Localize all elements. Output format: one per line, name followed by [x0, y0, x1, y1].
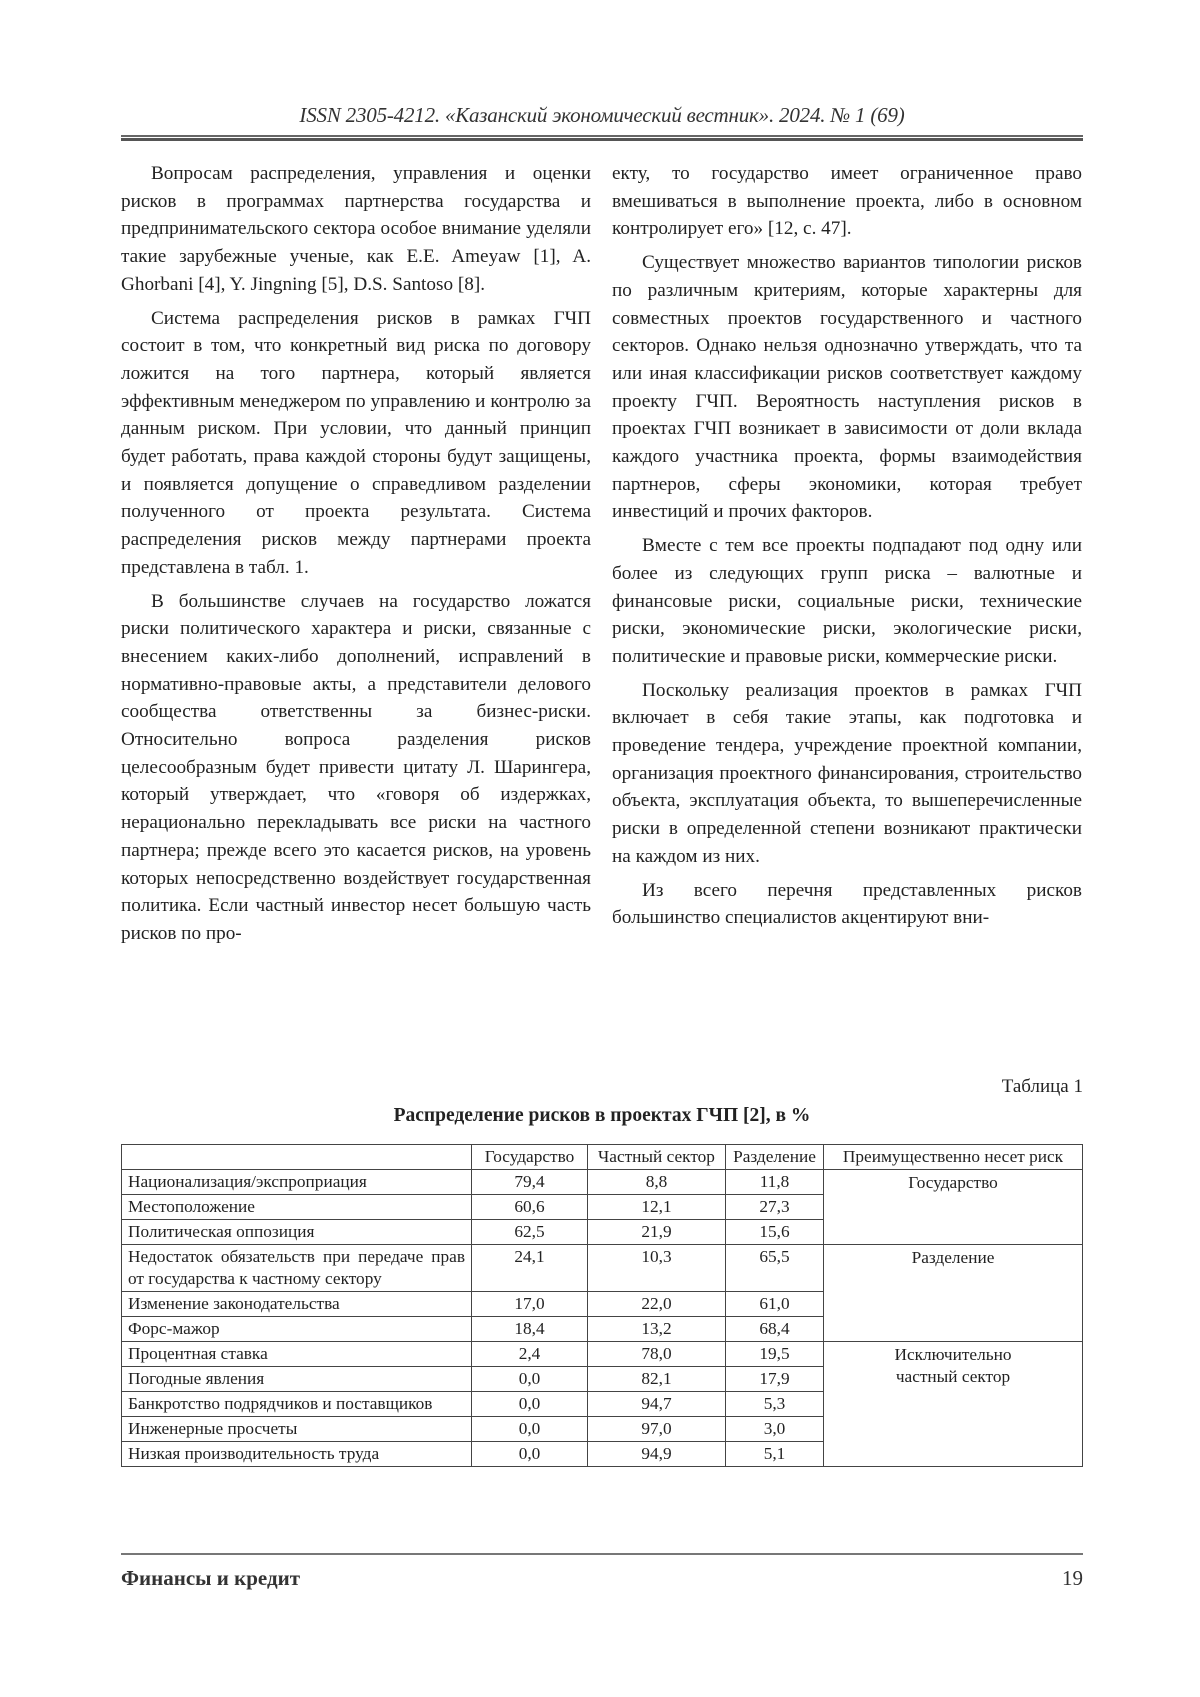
- shared-value: 3,0: [726, 1417, 824, 1442]
- header-cell-state: Государство: [472, 1145, 588, 1170]
- private-value: 82,1: [588, 1367, 726, 1392]
- left-column: [121, 160, 591, 954]
- risk-name: Банкротство подрядчиков и поставщиков: [122, 1392, 472, 1417]
- paragraph: Система распределения рисков в рамках ГЧП состоит в том, что конкретный вид риска по договору ложится на того партнера, который является эффективным менеджером по управлению и контролю за данным риском. При условии, что данный принцип будет работать, права каждой стороны будут защищены, и появляется допущение о справедливом разделении полученного от проекта результата. Система распределения рисков между партнерами проекта представлена в табл. 1.: [121, 307, 591, 578]
- header-cell-risk: [122, 1145, 472, 1170]
- state-value: 18,4: [472, 1317, 588, 1342]
- private-value: 8,8: [588, 1170, 726, 1195]
- table-label: Таблица 1: [1001, 1076, 1083, 1097]
- paragraph: Существует множество вариантов типологии рисков по различным критериям, которые характерны для совместных проектов государственного и частного секторов. Однако нельзя однозначно утверждать, что та или иная классификации рисков соответствует каждому проекту ГЧП. Вероятность наступления рисков в проектах ГЧП возникает в зависимости от доли вклада каждого участника проекта, формы взаимодействия партнеров, сферы экономики, которая требует инвестиций и прочих факторов.: [612, 252, 1082, 523]
- paragraph: Вместе с тем все проекты подпадают под одну или более из следующих групп риска – валютные и финансовые риски, социальные риски, технические риски, экономические риски, экологические риски, политические и правовые риски, коммерческие риски.: [612, 535, 1082, 667]
- state-value: 17,0: [472, 1292, 588, 1317]
- shared-value: 65,5: [726, 1245, 824, 1292]
- state-value: 0,0: [472, 1442, 588, 1467]
- risk-name: Местоположение: [122, 1195, 472, 1220]
- running-header: ISSN 2305-4212. «Казанский экономический вестник». 2024. № 1 (69): [299, 103, 905, 127]
- shared-value: 19,5: [726, 1342, 824, 1367]
- paragraph: Вопросам распределения, управления и оценки рисков в программах партнерства государства и предпринимательского сектора особое внимание уделяли такие зарубежные ученые, как E.E. Ameyaw [1], A. Ghorbani [4], Y. Jingning [5], D.S. Santoso [8].: [121, 163, 591, 295]
- table-row: [122, 1170, 1083, 1195]
- private-value: 22,0: [588, 1292, 726, 1317]
- risk-name: Процентная ставка: [122, 1342, 472, 1367]
- private-value: 97,0: [588, 1417, 726, 1442]
- private-value: 78,0: [588, 1342, 726, 1367]
- shared-value: 15,6: [726, 1220, 824, 1245]
- risk-owner: Разделение: [824, 1245, 1083, 1342]
- paragraph: Из всего перечня представленных рисков большинство специалистов акцентируют вни-: [612, 879, 1082, 929]
- private-value: 94,7: [588, 1392, 726, 1417]
- shared-value: 5,3: [726, 1392, 824, 1417]
- risk-name: Недостаток обязательств при передаче прав от государства к частному сектору: [122, 1245, 472, 1292]
- header-divider: [121, 135, 1083, 141]
- risk-name: Национализация/экспроприация: [122, 1170, 472, 1195]
- state-value: 62,5: [472, 1220, 588, 1245]
- shared-value: 17,9: [726, 1367, 824, 1392]
- header-cell-owner: Преимущественно несет риск: [824, 1145, 1083, 1170]
- risk-name: Политическая оппозиция: [122, 1220, 472, 1245]
- header-cell-shared: Разделение: [726, 1145, 824, 1170]
- risk-name: Форс-мажор: [122, 1317, 472, 1342]
- private-value: 13,2: [588, 1317, 726, 1342]
- private-value: 21,9: [588, 1220, 726, 1245]
- state-value: 0,0: [472, 1367, 588, 1392]
- risk-name: Инженерные просчеты: [122, 1417, 472, 1442]
- risk-name: Погодные явления: [122, 1367, 472, 1392]
- risk-name: Низкая производительность труда: [122, 1442, 472, 1467]
- shared-value: 27,3: [726, 1195, 824, 1220]
- state-value: 2,4: [472, 1342, 588, 1367]
- footer-divider: [121, 1553, 1083, 1555]
- paragraph-continued: екту, то государство имеет ограниченное право вмешиваться в выполнение проекта, либо в основном контролирует его» [12, с. 47].: [612, 163, 1082, 240]
- state-value: 24,1: [472, 1245, 588, 1292]
- table-row: [122, 1342, 1083, 1367]
- state-value: 0,0: [472, 1392, 588, 1417]
- state-value: 0,0: [472, 1417, 588, 1442]
- paragraph: Поскольку реализация проектов в рамках ГЧП включает в себя такие этапы, как подготовка и проведение тендера, учреждение проектной компании, организация проектного финансирования, строительство объекта, эксплуатация объекта, то вышеперечисленные риски в определенной степени возникают практически на каждом из них.: [612, 679, 1082, 867]
- risk-owner: Государство: [824, 1170, 1083, 1245]
- risk-distribution-table: [121, 1144, 1083, 1467]
- shared-value: 61,0: [726, 1292, 824, 1317]
- private-value: 12,1: [588, 1195, 726, 1220]
- footer-section-title: Финансы и кредит: [121, 1566, 301, 1590]
- table-row: [122, 1245, 1083, 1292]
- risk-owner: Исключительно частный сектор: [824, 1342, 1083, 1467]
- header-cell-private: Частный сектор: [588, 1145, 726, 1170]
- table-title: Распределение рисков в проектах ГЧП [2], в %: [393, 1105, 811, 1126]
- private-value: 94,9: [588, 1442, 726, 1467]
- shared-value: 5,1: [726, 1442, 824, 1467]
- risk-name: Изменение законодательства: [122, 1292, 472, 1317]
- state-value: 79,4: [472, 1170, 588, 1195]
- paragraph: В большинстве случаев на государство ложатся риски политического характера и риски, связанные с внесением каких-либо дополнений, исправлений в нормативно-правовые акты, а представители делового сообщества ответственны за бизнес-риски. Относительно вопроса разделения рисков целесообразным будет привести цитату Л. Шарингера, который утверждает, что «говоря об издержках, нерационально перекладывать все риски на частного партнера; прежде всего это касается рисков, на уровень которых непосредственно воздействует государственная политика. Если частный инвестор несет большую часть рисков по про-: [121, 590, 591, 944]
- page-number: 19: [1062, 1566, 1083, 1590]
- private-value: 10,3: [588, 1245, 726, 1292]
- state-value: 60,6: [472, 1195, 588, 1220]
- shared-value: 11,8: [726, 1170, 824, 1195]
- shared-value: 68,4: [726, 1317, 824, 1342]
- right-column: [612, 160, 1082, 938]
- table-header-row: [122, 1145, 1083, 1170]
